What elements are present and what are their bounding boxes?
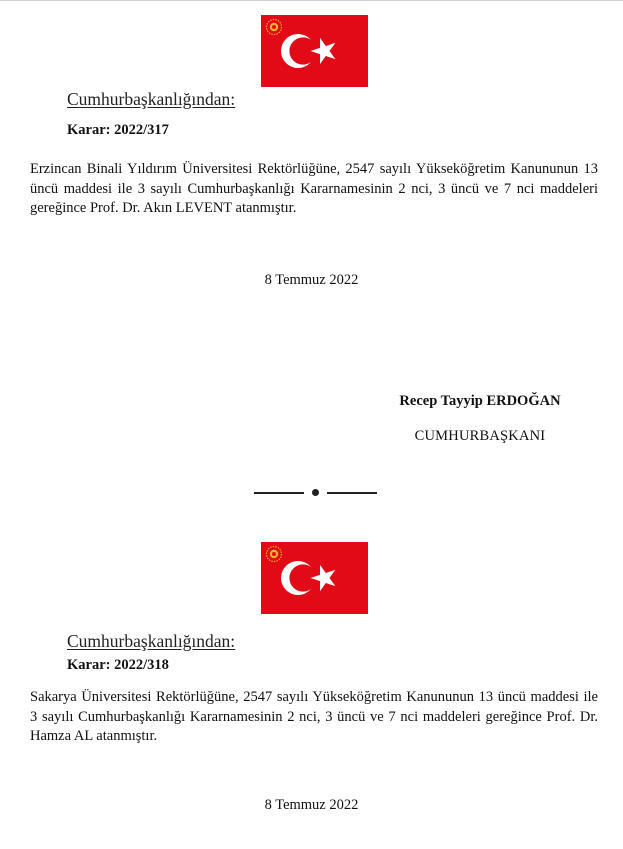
heading-decree-1: Cumhurbaşkanlığından: (67, 89, 236, 109)
decree-body-2: Sakarya Üniversitesi Rektörlüğüne, 2547 sayılı Yükseköğretim Kanununun 13 üncü maddesi ile 3 sayılı Cumhurbaşkanlığı Kararnamesinin 2 nci, 3 üncü ve 7 nci maddeleri gereğince Prof. Dr. Hamza AL atanmıştır. (30, 689, 598, 744)
karar-line-1 (67, 122, 169, 139)
signer-last-name: ERDOĞAN (486, 393, 561, 409)
karar-label: Karar: (67, 122, 111, 138)
karar-line-2 (67, 657, 169, 674)
signer-title: CUMHURBAŞKANI (414, 428, 546, 444)
signer-name (360, 393, 600, 410)
karar-number: 2022/317 (114, 122, 169, 138)
separator-line-left (254, 492, 304, 494)
decree-date-2: 8 Temmuz 2022 (264, 797, 359, 813)
turkish-flag-icon (261, 15, 368, 87)
top-border (0, 0, 623, 1)
separator-dot (312, 489, 319, 496)
signer-first-name: Recep Tayyip (399, 393, 483, 409)
heading-decree-2: Cumhurbaşkanlığından: (67, 631, 236, 651)
karar-label: Karar: (67, 657, 111, 673)
decree-body-1: Erzincan Binali Yıldırım Üniversitesi Rektörlüğüne, 2547 sayılı Yükseköğretim Kanununun 13 üncü maddesi ile 3 sayılı Cumhurbaşkanlığı Kararnamesinin 2 nci, 3 üncü ve 7 nci maddeleri gereğince Prof. Dr. Akın LEVENT atanmıştır. (30, 161, 598, 216)
turkish-flag-icon (261, 542, 368, 614)
karar-number: 2022/318 (114, 657, 169, 673)
decree-date-1: 8 Temmuz 2022 (264, 272, 359, 288)
separator-line-right (327, 492, 377, 494)
section-separator (254, 486, 377, 498)
